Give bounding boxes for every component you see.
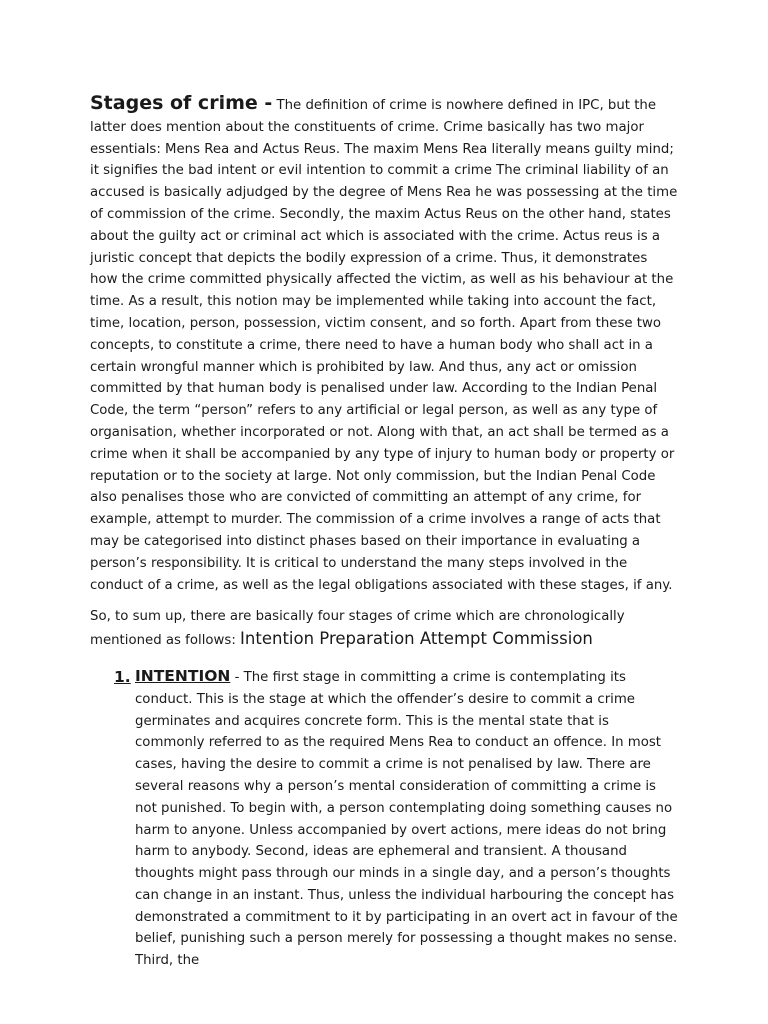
list-item-body: - The first stage in committing a crime is contemplating its conduct. This is the stage at which the offender’s desire to commit a crime germinates and acquires concrete form. This is the mental state that is commonly referred to as the required Mens Rea to conduct an offence. In most cases, having the desire to commit a crime is not penalised by law. There are several reasons why a person’s mental consideration of committing a crime is not punished. To begin with, a person contemplating doing something causes no harm to anyone. Unless accompanied by overt actions, mere ideas do not bring harm to anybody. Second, ideas are ephemeral and transient. A thousand thoughts might pass through our minds in a single day, and a person’s thoughts can change in an instant. Thus, unless the individual harbouring the concept has demonstrated a commitment to it by participating in an overt act in favour of the belief, punishing such a person merely for possessing a thought makes no sense. Third, the xyxy=(135,669,678,969)
list-item xyxy=(135,666,678,972)
stages-list-inline: Intention Preparation Attempt Commission xyxy=(240,629,593,649)
summary-lead: So, to sum up, there are basically four stages of crime which are chronologically mentioned as follows: xyxy=(90,609,625,649)
intro-body: The definition of crime is nowhere defined in IPC, but the latter does mention about the constituents of crime. Crime basically has two major essentials: Mens Rea and Actus Reus. The maxim Mens Rea literally means guilty mind; it signifies the bad intent or evil intention to commit a crime The criminal liability of an accused is basically adjudged by the degree of Mens Rea he was possessing at the time of commission of the crime. Secondly, the maxim Actus Reus on the other hand, states about the guilty act or criminal act which is associated with the crime. Actus reus is a juristic concept that depicts the bodily expression of a crime. Thus, it demonstrates how the crime committed physically affected the victim, as well as his behaviour at the time. As a result, this notion may be implemented while taking into account the fact, time, location, person, possession, victim consent, and so forth. Apart from these two concepts, to constitute a crime, there need to have a human body who shall act in a certain wrongful manner which is prohibited by law. And thus, any act or omission committed by that human body is penalised under law. According to the Indian Penal Code, the term “person” refers to any artificial or legal person, as well as any type of organisation, whether incorporated or not. Along with that, an act shall be termed as a crime when it shall be accompanied by any type of injury to human body or property or reputation or to the society at large. Not only commission, but the Indian Penal Code also penalises those who are convicted of committing an attempt of any crime, for example, attempt to murder. The commission of a crime involves a range of acts that may be categorised into distinct phases based on their importance in evaluating a person’s responsibility. It is critical to understand the many steps involved in the conduct of a crime, as well as the legal obligations associated with these stages, if any. xyxy=(90,98,678,593)
list-item-term: INTENTION xyxy=(135,666,231,685)
intro-paragraph xyxy=(90,93,678,596)
list-number: 1. xyxy=(114,667,131,686)
summary-paragraph xyxy=(90,606,678,652)
section-heading: Stages of crime - xyxy=(90,92,273,114)
numbered-list xyxy=(90,666,678,972)
